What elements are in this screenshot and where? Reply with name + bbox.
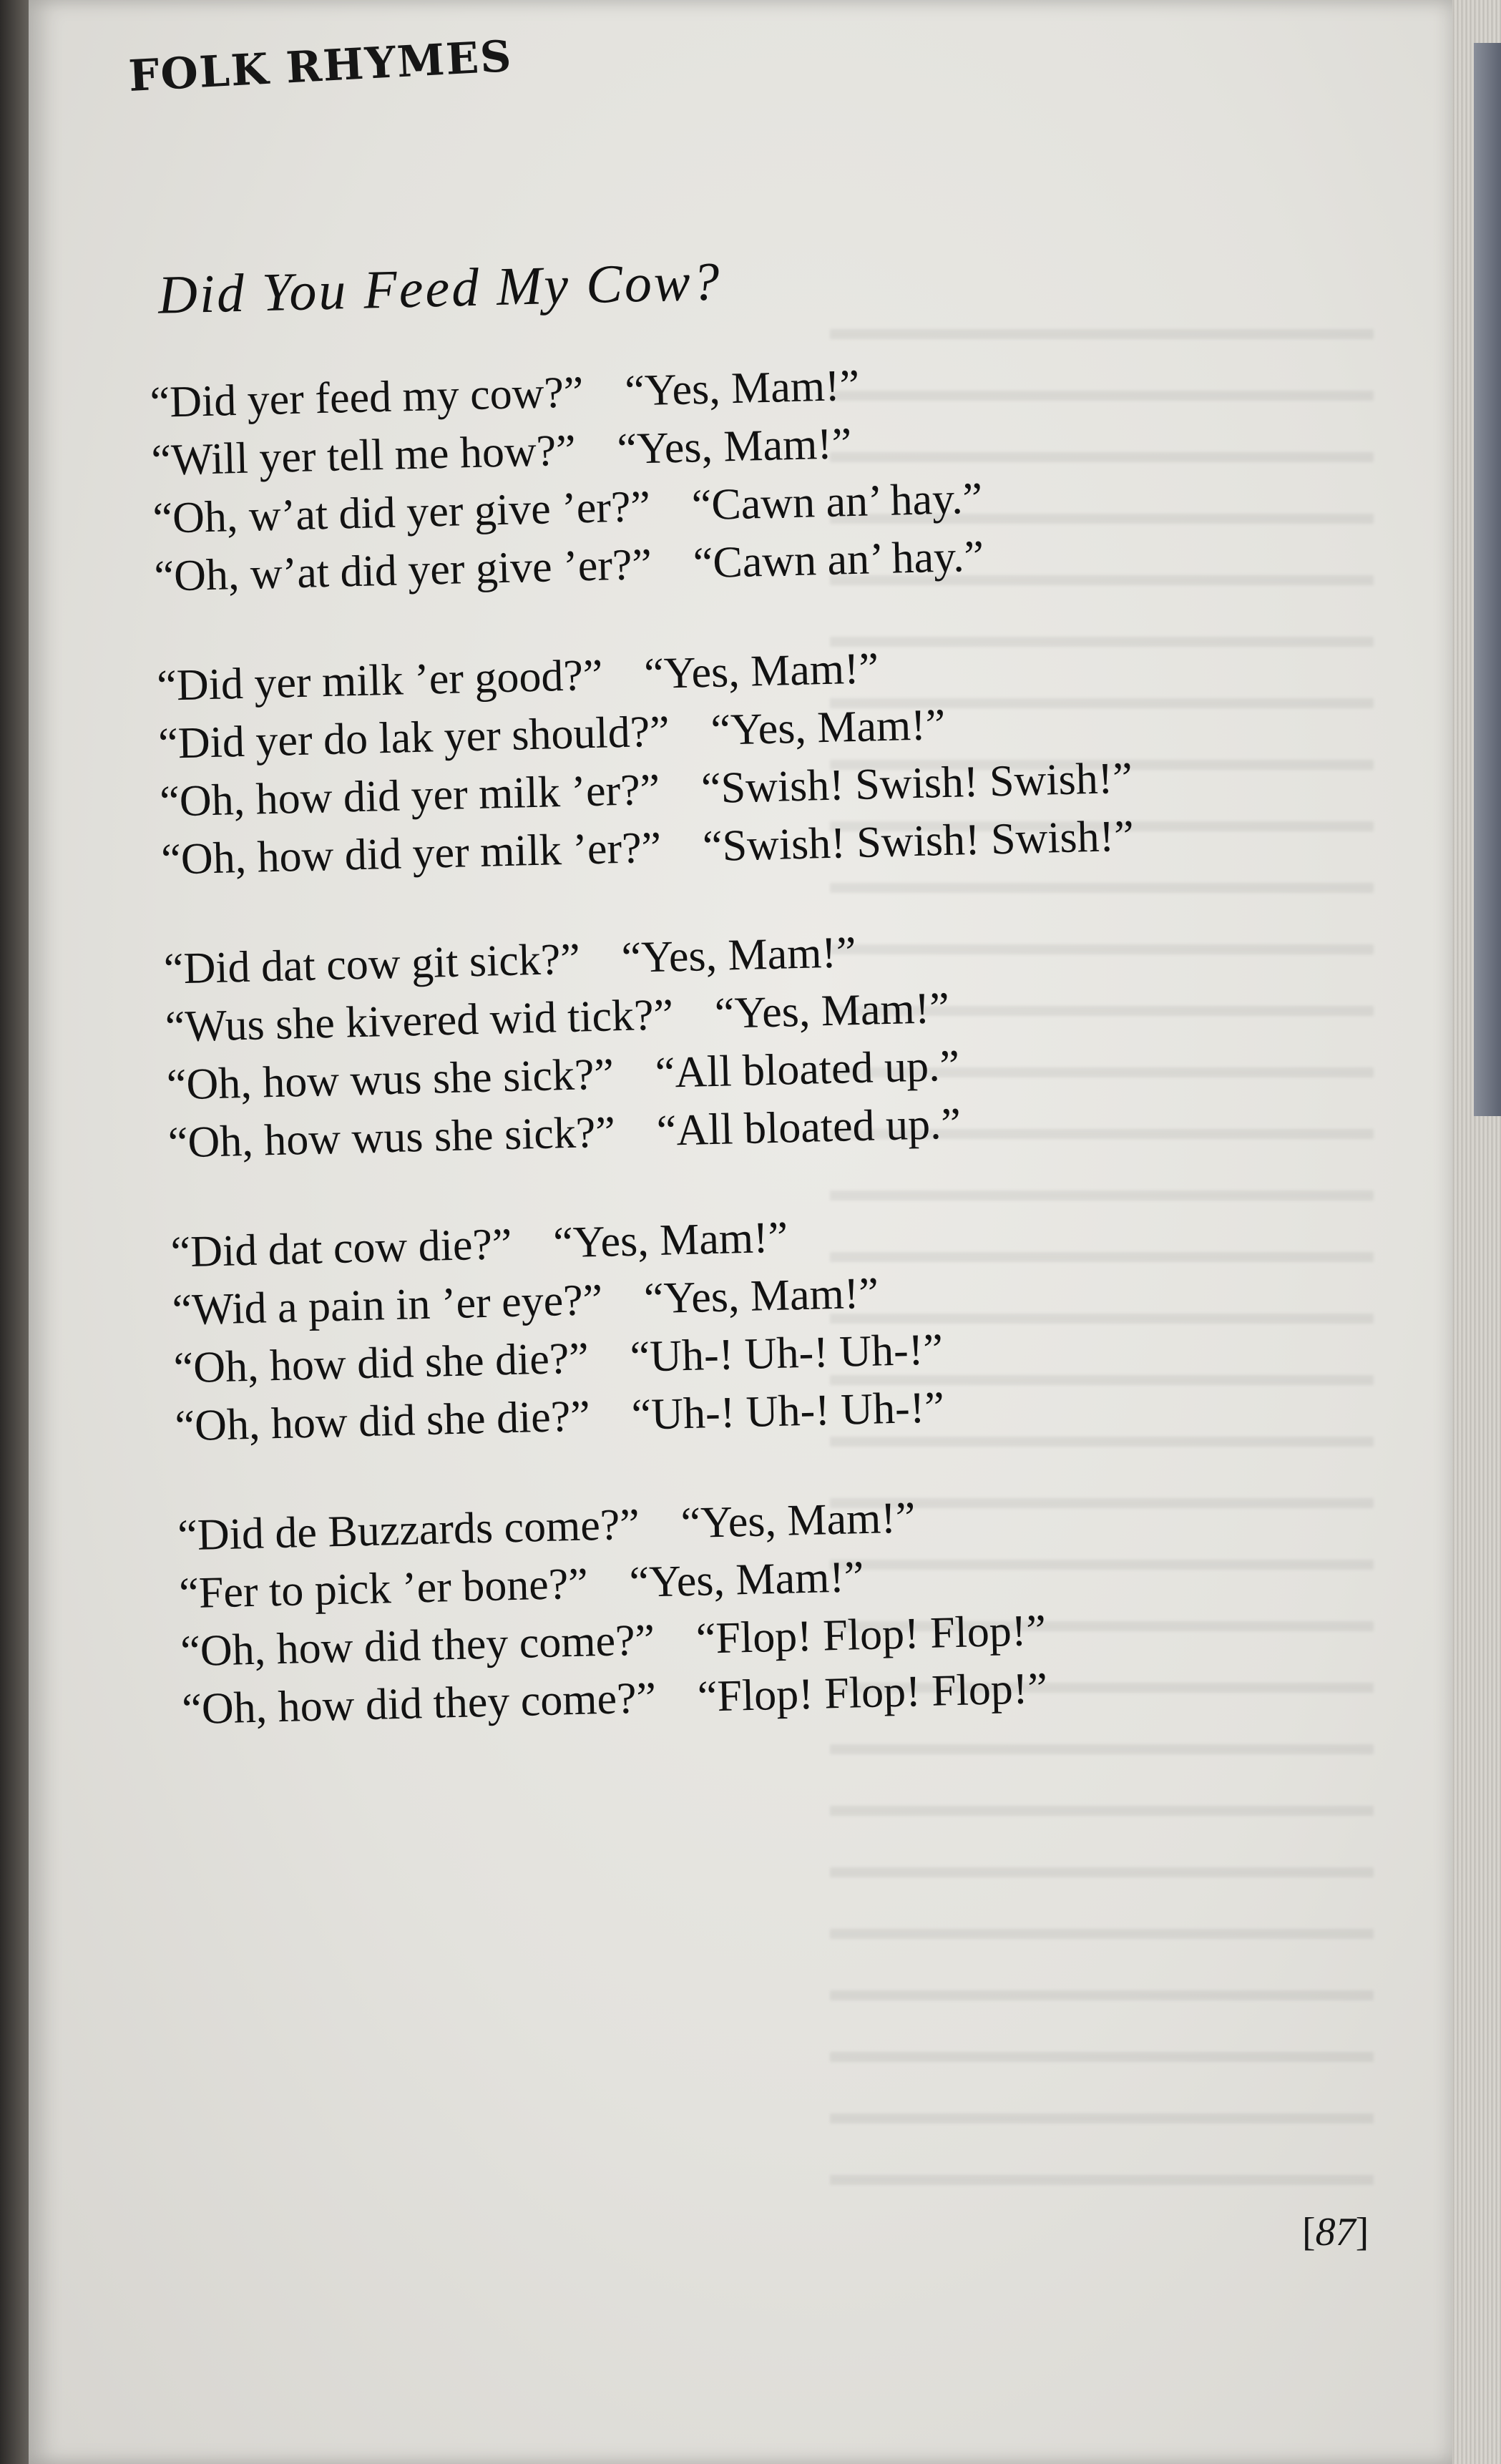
poem [147, 238, 1293, 1790]
line-answer: “Flop! Flop! Flop!” [695, 1605, 1047, 1663]
book-cover-edge [1474, 43, 1501, 1116]
line-answer: “Uh-! Uh-! Uh-!” [629, 1325, 944, 1382]
line-question: “Will yer tell me how?” [150, 426, 577, 485]
page-number-value: 87 [1315, 2210, 1356, 2254]
line-question: “Wus she kivered wid tick?” [165, 990, 674, 1052]
poem-title: Did You Feed My Cow? [157, 251, 723, 326]
line-answer: “Uh-! Uh-! Uh-!” [630, 1383, 945, 1439]
line-answer: “Yes, Mam!” [616, 419, 853, 474]
line-answer: “Yes, Mam!” [710, 700, 947, 755]
line-answer: “Flop! Flop! Flop!” [697, 1663, 1048, 1721]
line-question: “Oh, how wus she sick?” [167, 1108, 616, 1168]
line-question: “Oh, w’at did yer give ’er?” [153, 539, 652, 601]
line-answer: “Swish! Swish! Swish!” [702, 811, 1135, 871]
line-answer: “Yes, Mam!” [714, 983, 950, 1038]
line-answer: “Swish! Swish! Swish!” [700, 753, 1133, 813]
line-question: “Oh, how did yer milk ’er?” [159, 765, 660, 826]
stanza-3 [163, 914, 1277, 1173]
line-question: “Did dat cow git sick?” [163, 934, 581, 994]
line-question: “Fer to pick ’er bone?” [178, 1559, 589, 1618]
stanza-1 [150, 347, 1263, 606]
line-answer: “Cawn an’ hay.” [693, 532, 984, 588]
line-question: “Oh, how did she die?” [172, 1334, 590, 1393]
line-answer: “Yes, Mam!” [628, 1553, 865, 1608]
line-answer: “Yes, Mam!” [680, 1493, 916, 1548]
line-question: “Did yer do lak yer should?” [157, 707, 670, 768]
stanza-2 [156, 630, 1270, 889]
running-head: FOLK RHYMES [127, 31, 514, 102]
line-question: “Did de Buzzards come?” [177, 1500, 640, 1560]
stanza-5 [177, 1480, 1291, 1739]
line-answer: “All bloated up.” [655, 1099, 962, 1155]
line-answer: “Yes, Mam!” [624, 361, 860, 416]
line-answer: “All bloated up.” [655, 1041, 960, 1097]
stanza-4 [170, 1197, 1284, 1456]
line-answer: “Cawn an’ hay.” [691, 474, 983, 530]
line-question: “Oh, how did yer milk ’er?” [160, 823, 662, 884]
line-answer: “Yes, Mam!” [552, 1213, 788, 1268]
line-question: “Oh, w’at did yer give ’er?” [152, 481, 651, 543]
book-page [29, 0, 1452, 2464]
line-question: “Did dat cow die?” [170, 1219, 513, 1277]
line-question: “Oh, how did they come?” [181, 1673, 657, 1734]
line-answer: “Yes, Mam!” [643, 1268, 879, 1324]
line-question: “Oh, how did she die?” [174, 1392, 591, 1451]
line-question: “Wid a pain in ’er eye?” [171, 1275, 604, 1335]
line-answer: “Yes, Mam!” [620, 928, 857, 983]
line-question: “Did yer milk ’er good?” [156, 650, 604, 710]
line-question: “Oh, how wus she sick?” [166, 1050, 615, 1110]
line-question: “Oh, how did they come?” [180, 1615, 655, 1676]
line-answer: “Yes, Mam!” [643, 644, 879, 699]
page-number: [87] [1302, 2210, 1369, 2254]
line-question: “Did yer feed my cow?” [149, 368, 585, 427]
